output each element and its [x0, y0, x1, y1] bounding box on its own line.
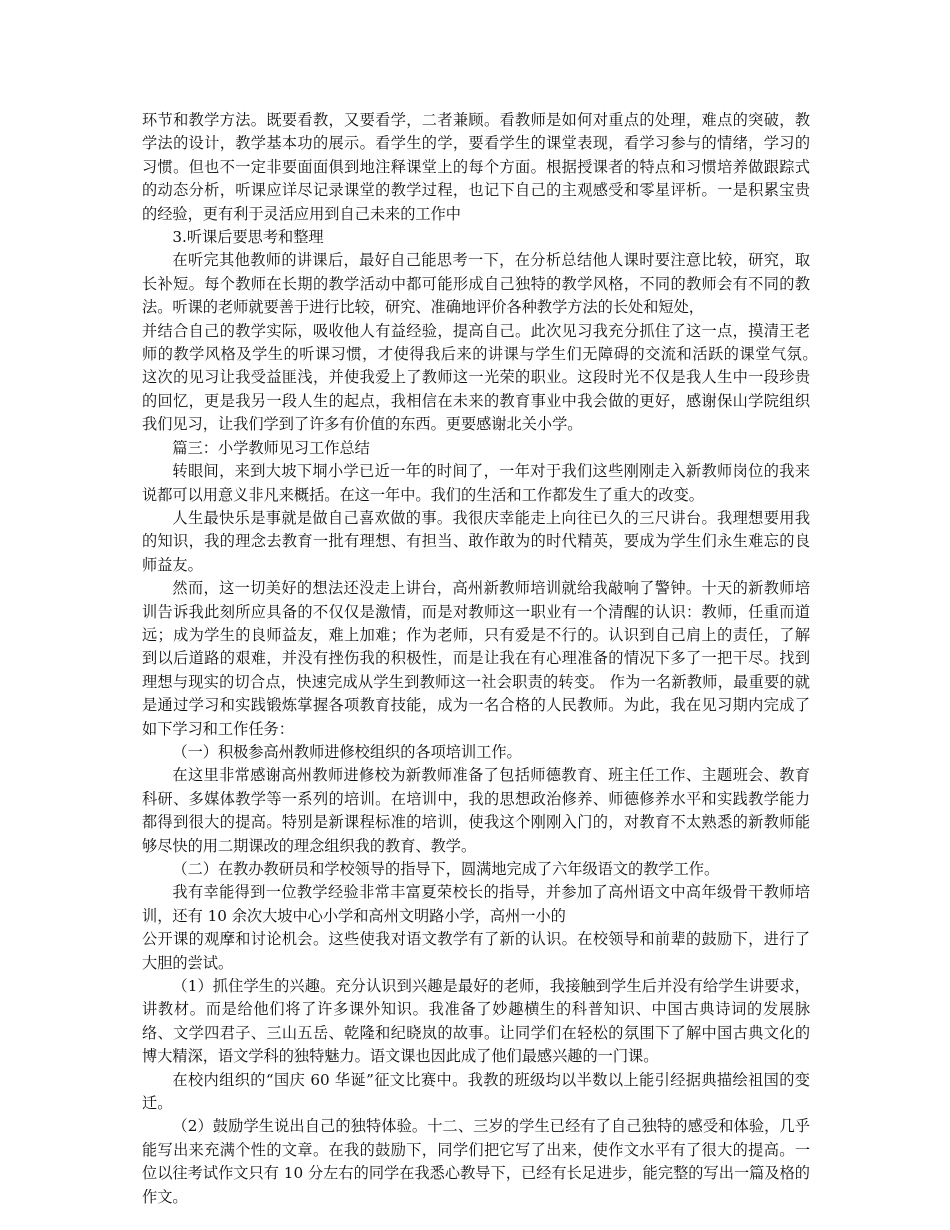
paragraph: 公开课的观摩和讨论机会。这些使我对语文教学有了新的认识。在校领导和前辈的鼓励下，进行了大胆的尝试。	[142, 930, 810, 972]
paragraph: （1）抓住学生的兴趣。充分认识到兴趣是最好的老师，我接触到学生后并没有给学生讲要求，讲教材。而是给他们将了许多课外知识。我准备了妙趣横生的科普知识、中国古典诗词的发展脉络、文学四君子、三山五岳、乾隆和纪晓岚的故事。让同学们在轻松的氛围下了解中国古典文化的博大精深，语文学科的独特魅力。语文课也因此成了他们最感兴趣的一门课。	[142, 977, 810, 1066]
article-title: 篇三：小学教师见习工作总结	[172, 438, 370, 457]
paragraph: 在校内组织的“国庆 60 华诞”征文比赛中。我教的班级均以半数以上能引经据典描绘祖国的变迁。	[142, 1070, 810, 1113]
section-heading: 3.听课后要思考和整理	[172, 228, 324, 247]
paragraph: （2）鼓励学生说出自己的独特体验。十二、三岁的学生已经有了自己独特的感受和体验，几乎能写出来充满个性的文章。在我的鼓励下，同学们把它写了出来，使作文水平有了很大的提高。一位以往考试作文只有 10 分左右的同学在我悉心教导下，已经有长足进步，能完整的写出一篇及格的作文。	[142, 1117, 810, 1206]
paragraph: 我有幸能得到一位教学经验非常丰富夏荣校长的指导，并参加了高州语文中高年级骨干教师培训，还有 10 余次大坡中心小学和高州文明路小学，高州一小的	[142, 883, 810, 925]
document-body	[142, 109, 826, 1209]
paragraph: 在这里非常感谢高州教师进修校为新教师准备了包括师德教育、班主任工作、主题班会、教育科研、多媒体教学等一系列的培训。在培训中，我的思想政治修养、师德修养水平和实践教学能力都得到很大的提高。特别是新课程标准的培训，使我这个刚刚入门的，对教育不太熟悉的新教师能够尽快的用二期课改的理念组织我的教育、教学。	[142, 766, 810, 855]
paragraph: 环节和教学方法。既要看教，又要看学，二者兼顾。看教师是如何对重点的处理，难点的突破，教学法的设计，教学基本功的展示。看学生的学，要看学生的课堂表现，看学习参与的情绪，学习的习惯。但也不一定非要面面俱到地注释课堂上的每个方面。根据授课者的特点和习惯培养做跟踪式的动态分析，听课应详尽记录课堂的教学过程，也记下自己的主观感受和零星评析。一是积累宝贵的经验，更有利于灵活应用到自己未来的工作中	[142, 111, 810, 223]
paragraph: 然而，这一切美好的想法还没走上讲台，高州新教师培训就给我敲响了警钟。十天的新教师培训告诉我此刻所应具备的不仅仅是激情，而是对教师这一职业有一个清醒的认识：教师，任重而道远；成为学生的良师益友，难上加难；作为老师，只有爱是不行的。认识到自己肩上的责任，了解到以后道路的艰难，并没有挫伤我的积极性，而是让我在有心理准备的情况下多了一把干尽。找到理想与现实的切合点，快速完成从学生到教师这一社会职责的转变。 作为一名新教师，最重要的就是通过学习和实践锻炼掌握各项教育技能，成为一名合格的人民教师。为此，我在见习期内完成了如下学习和工作任务：	[142, 579, 810, 738]
paragraph: 并结合自己的教学实际，吸收他人有益经验，提高自己。此次见习我充分抓住了这一点，摸清王老师的教学风格及学生的听课习惯，才使得我后来的讲课与学生们无障碍的交流和活跃的课堂气氛。 这次的见习让我受益匪浅，并使我爱上了教师这一光荣的职业。这段时光不仅是我人生中一段珍贵的回忆，更是我另一段人生的起点，我相信在未来的教育事业中我会做的更好，感谢保山学院组织我们见习，让我们学到了许多有价值的东西。更要感谢北关小学。	[142, 321, 826, 434]
paragraph: 在听完其他教师的讲课后，最好自己能思考一下，在分析总结他人课时要注意比较，研究，取长补短。每个教师在长期的教学活动中都可能形成自己独特的教学风格，不同的教师会有不同的教法。听课的老师就要善于进行比较，研究、准确地评价各种教学方法的长处和短处，	[142, 251, 810, 317]
paragraph: 人生最快乐是事就是做自己喜欢做的事。我很庆幸能走上向往已久的三尺讲台。我理想要用我的知识，我的理念去教育一批有理想、有担当、敢作敢为的时代精英，要成为学生们永生难忘的良师益友。	[142, 508, 810, 574]
section-heading: （二）在教办教研员和学校领导的指导下，圆满地完成了六年级语文的教学工作。	[172, 860, 720, 878]
paragraph: 转眼间，来到大坡下垌小学已近一年的时间了，一年对于我们这些刚刚走入新教师岗位的我来说都可以用意义非凡来概括。在这一年中。我们的生活和工作都发生了重大的改变。	[142, 462, 810, 504]
section-heading: （一）积极参高州教师进修校组织的各项培训工作。	[172, 742, 522, 761]
